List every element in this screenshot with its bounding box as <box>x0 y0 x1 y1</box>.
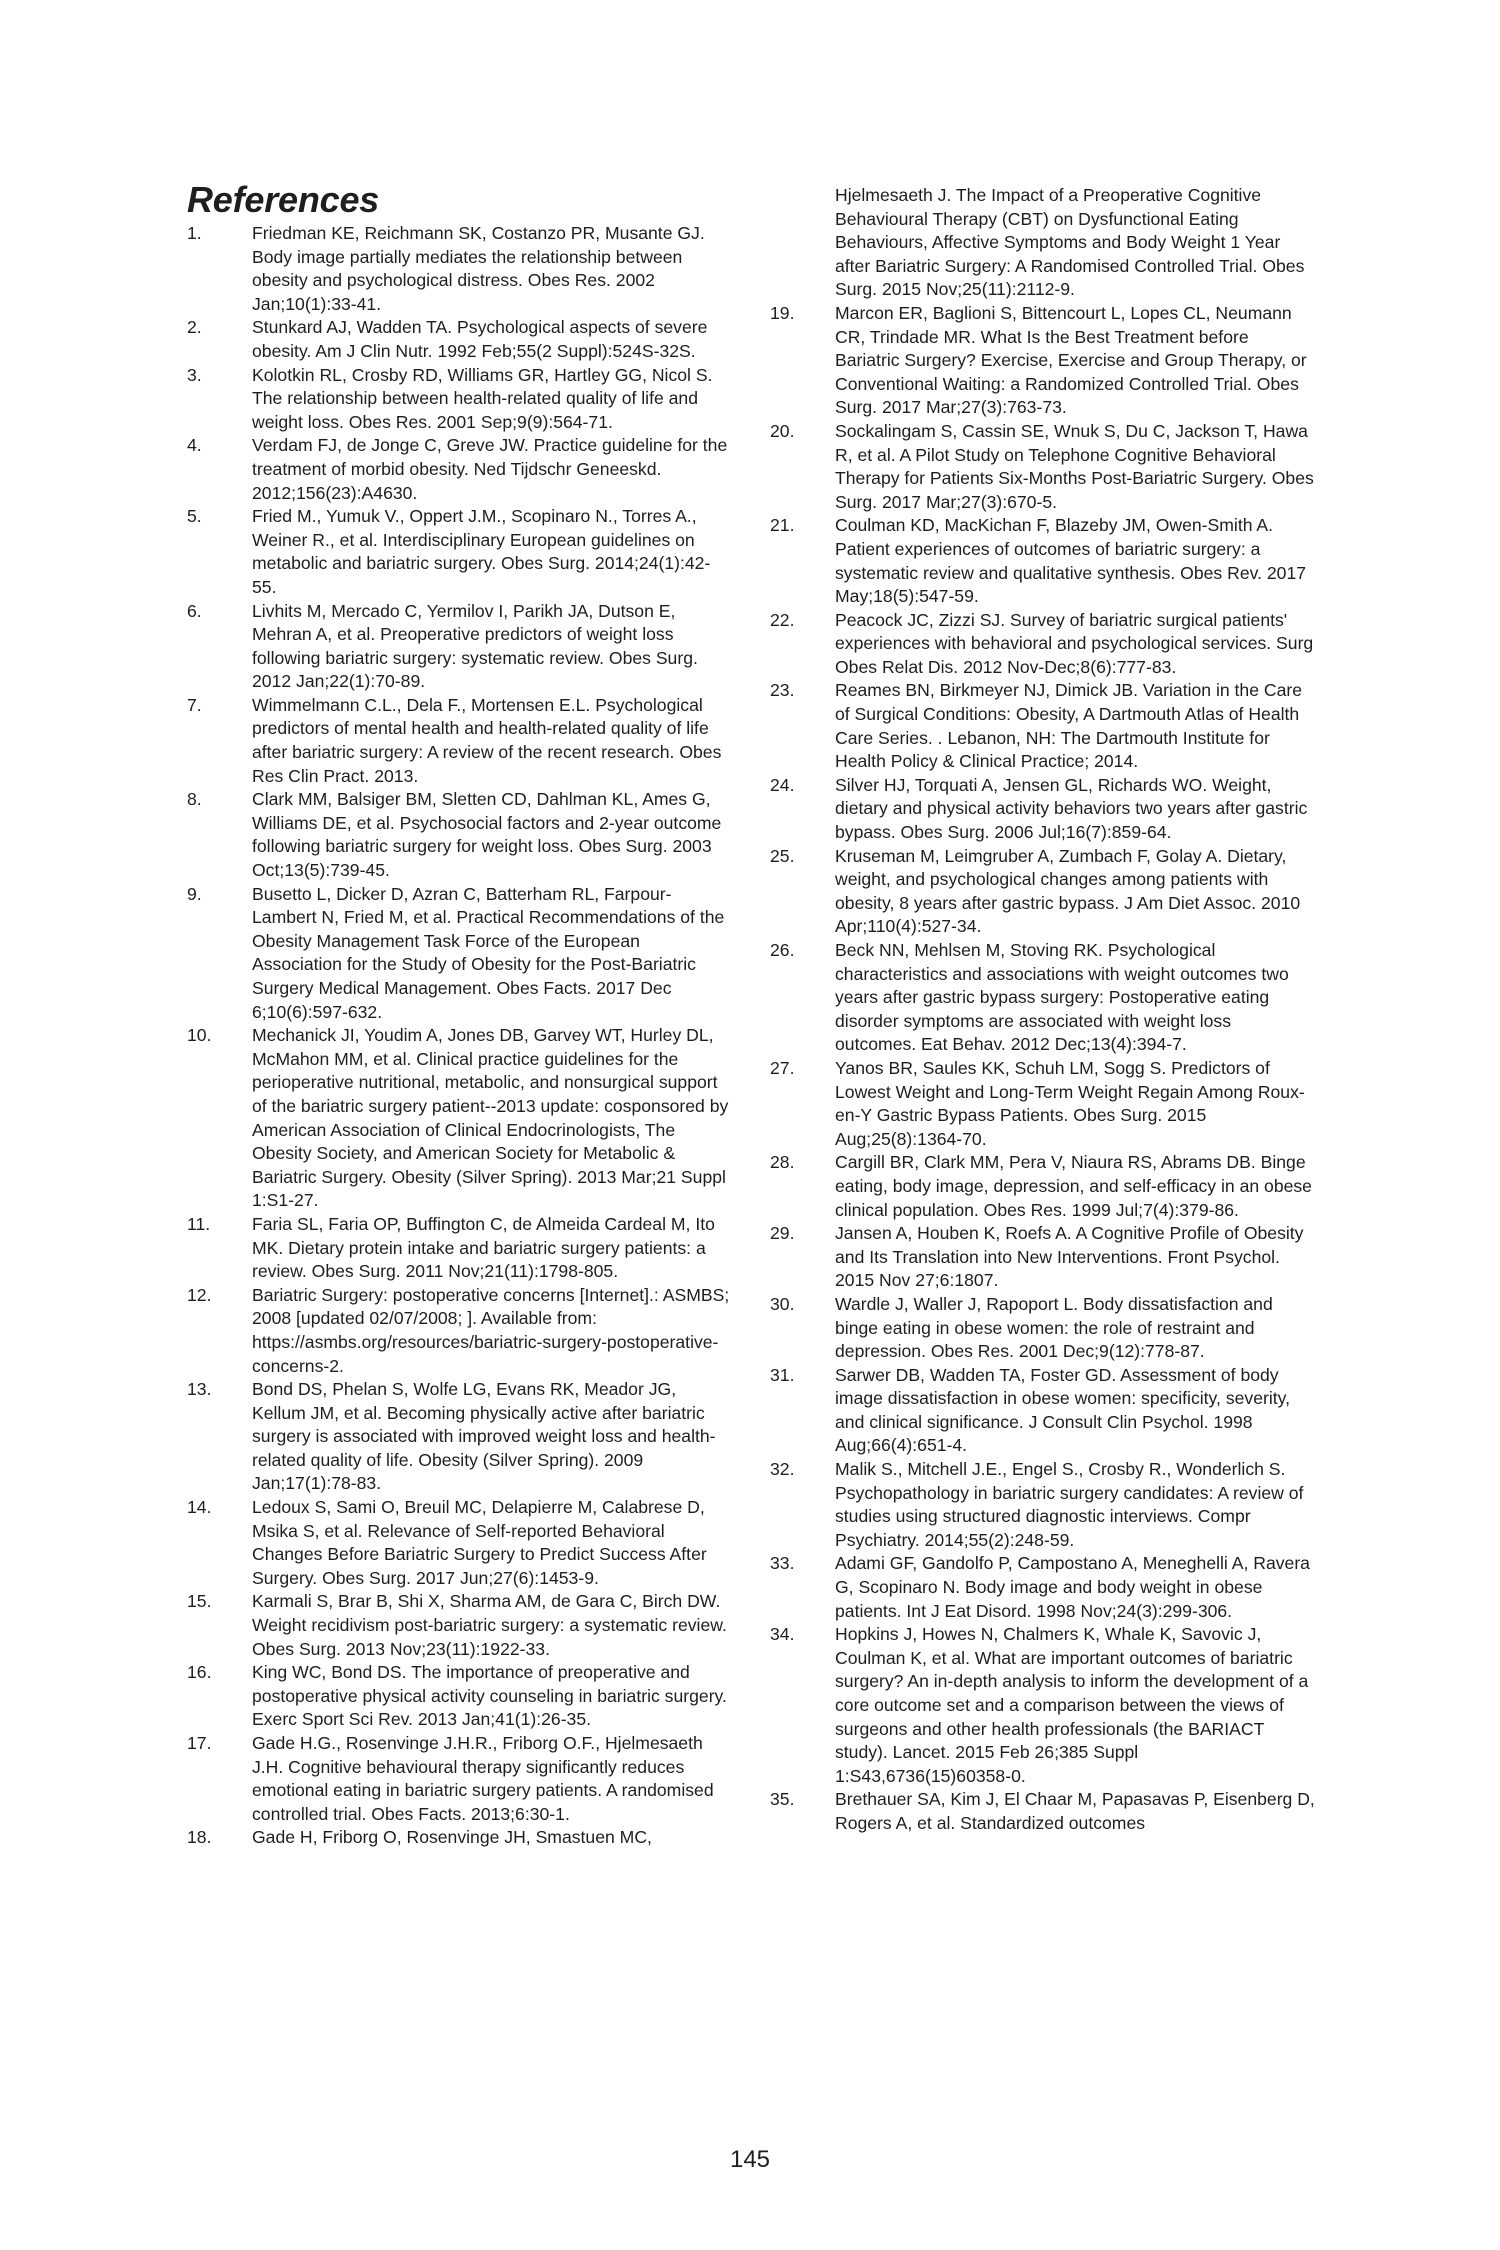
reference-item <box>770 302 1315 420</box>
reference-number: 25. <box>770 845 795 866</box>
reference-number: 6. <box>187 600 202 621</box>
reference-item <box>187 1378 732 1496</box>
reference-number: 31. <box>770 1364 795 1385</box>
reference-text: Yanos BR, Saules KK, Schuh LM, Sogg S. Predictors of Lowest Weight and Long-Term Weight Regain Among Roux-en-Y Gastric Bypass Patients. Obes Surg. 2015 Aug;25(8):1364-70. <box>835 1057 1305 1149</box>
reference-text: Bariatric Surgery: postoperative concerns [Internet].: ASMBS; 2008 [updated 02/07/2008; ]. Available from: https://asmbs.org/resources/bariatric-surgery-postoperative-concerns-2. <box>252 1284 730 1376</box>
reference-number: 3. <box>187 364 202 385</box>
reference-continuation: Hjelmesaeth J. The Impact of a Preoperative Cognitive Behavioural Therapy (CBT) on Dysfunctional Eating Behaviours, Affective Symptoms and Body Weight 1 Year after Bariatric Surgery: A Randomised Controlled Trial. Obes Surg. 2015 Nov;25(11):2112-9. <box>835 185 1305 300</box>
reference-number: 2. <box>187 317 202 338</box>
reference-number: 8. <box>187 789 202 810</box>
reference-text: Kruseman M, Leimgruber A, Zumbach F, Golay A. Dietary, weight, and psychological changes among patients with obesity, 8 years after gastric bypass. J Am Diet Assoc. 2010 Apr;110(4):527-34. <box>835 845 1301 937</box>
reference-item <box>770 939 1315 1057</box>
reference-text: Brethauer SA, Kim J, El Chaar M, Papasavas P, Eisenberg D, Rogers A, et al. Standardized outcomes <box>835 1789 1315 1833</box>
reference-item <box>770 514 1315 608</box>
reference-item <box>770 420 1315 514</box>
reference-text: Kolotkin RL, Crosby RD, Williams GR, Hartley GG, Nicol S. The relationship between health-related quality of life and weight loss. Obes Res. 2001 Sep;9(9):564-71. <box>252 364 713 432</box>
reference-text: Adami GF, Gandolfo P, Campostano A, Meneghelli A, Ravera G, Scopinaro N. Body image and body weight in obese patients. Int J Eat Disord. 1998 Nov;24(3):299-306. <box>835 1553 1310 1621</box>
reference-text: Bond DS, Phelan S, Wolfe LG, Evans RK, Meador JG, Kellum JM, et al. Becoming physically active after bariatric surgery is associated with improved weight loss and health-related quality of life. Obesity (Silver Spring). 2009 Jan;17(1):78-83. <box>252 1379 716 1494</box>
reference-item <box>770 1151 1315 1222</box>
reference-item <box>187 364 732 435</box>
reference-text: Peacock JC, Zizzi SJ. Survey of bariatric surgical patients' experiences with behavioral and psychological services. Surg Obes Relat Dis. 2012 Nov-Dec;8(6):777-83. <box>835 609 1314 677</box>
reference-number: 15. <box>187 1591 212 1612</box>
reference-text: Friedman KE, Reichmann SK, Costanzo PR, Musante GJ. Body image partially mediates the relationship between obesity and psychological distress. Obes Res. 2002 Jan;10(1):33-41. <box>252 223 705 314</box>
reference-number: 23. <box>770 680 795 701</box>
reference-text: Livhits M, Mercado C, Yermilov I, Parikh JA, Dutson E, Mehran A, et al. Preoperative predictors of weight loss following bariatric surgery: systematic review. Obes Surg. 2012 Jan;22(1):70-89. <box>252 600 698 692</box>
reference-item <box>770 774 1315 845</box>
reference-item <box>770 1364 1315 1458</box>
reference-item <box>187 1661 732 1732</box>
reference-item <box>770 1552 1315 1623</box>
reference-text: Coulman KD, MacKichan F, Blazeby JM, Owen-Smith A. Patient experiences of outcomes of bariatric surgery: a systematic review and qualitative synthesis. Obes Rev. 2017 May;18(5):547-59. <box>835 515 1307 607</box>
page-number: 145 <box>729 2146 771 2173</box>
reference-text: Fried M., Yumuk V., Oppert J.M., Scopinaro N., Torres A., Weiner R., et al. Interdisciplinary European guidelines on metabolic and bariatric surgery. Obes Surg. 2014;24(1):42-55. <box>252 506 711 597</box>
reference-item <box>770 1788 1315 1835</box>
reference-number: 22. <box>770 609 795 630</box>
reference-item <box>187 1213 732 1284</box>
reference-text: Clark MM, Balsiger BM, Sletten CD, Dahlman KL, Ames G, Williams DE, et al. Psychosocial factors and 2-year outcome following bariatric surgery for weight loss. Obes Surg. 2003 Oct;13(5):739-45. <box>252 789 722 881</box>
reference-number: 29. <box>770 1223 795 1244</box>
reference-item <box>187 505 732 599</box>
reference-item <box>187 694 732 788</box>
reference-text: Gade H.G., Rosenvinge J.H.R., Friborg O.F., Hjelmesaeth J.H. Cognitive behavioural therapy significantly reduces emotional eating in bariatric surgery patients. A randomised controlled trial. Obes Facts. 2013;6:30-1. <box>252 1733 714 1824</box>
reference-item <box>187 434 732 505</box>
reference-item <box>770 679 1315 773</box>
reference-text: Silver HJ, Torquati A, Jensen GL, Richards WO. Weight, dietary and physical activity behaviors two years after gastric bypass. Obes Surg. 2006 Jul;16(7):859-64. <box>835 774 1308 843</box>
reference-text: King WC, Bond DS. The importance of preoperative and postoperative physical activity counseling in bariatric surgery. Exerc Sport Sci Rev. 2013 Jan;41(1):26-35. <box>252 1662 727 1730</box>
reference-text: Karmali S, Brar B, Shi X, Sharma AM, de Gara C, Birch DW. Weight recidivism post-bariatric surgery: a systematic review. Obes Surg. 2013 Nov;23(11):1922-33. <box>252 1591 727 1659</box>
reference-item <box>770 609 1315 680</box>
reference-number: 34. <box>770 1624 795 1645</box>
reference-text: Faria SL, Faria OP, Buffington C, de Almeida Cardeal M, Ito MK. Dietary protein intake and bariatric surgery patients: a review. Obes Surg. 2011 Nov;21(11):1798-805. <box>252 1213 715 1282</box>
reference-text: Mechanick JI, Youdim A, Jones DB, Garvey WT, Hurley DL, McMahon MM, et al. Clinical practice guidelines for the perioperative nutritional, metabolic, and nonsurgical support of the bariatric surgery patient--2013 update: cosponsored by American Association of Clinical Endocrinologists, The Obesity Society, and American Society for Metabolic & Bariatric Surgery. Obesity (Silver Spring). 2013 Mar;21 Suppl 1:S1-27. <box>252 1025 729 1211</box>
reference-number: 19. <box>770 302 795 323</box>
reference-number: 21. <box>770 515 795 536</box>
reference-item <box>187 788 732 882</box>
reference-number: 27. <box>770 1057 795 1078</box>
reference-text: Hopkins J, Howes N, Chalmers K, Whale K, Savovic J, Coulman K, et al. What are important outcomes of bariatric surgery? An in-depth analysis to inform the development of a core outcome set and a comparison between the views of surgeons and other health professionals (the BARIACT study). Lancet. 2015 Feb 26;385 Suppl 1:S43,6736(15)60358-0. <box>835 1624 1309 1786</box>
reference-text: Busetto L, Dicker D, Azran C, Batterham RL, Farpour-Lambert N, Fried M, et al. Practical Recommendations of the Obesity Management Task Force of the European Association for the Study of Obesity for the Post-Bariatric Surgery Medical Management. Obes Facts. 2017 Dec 6;10(6):597-632. <box>252 883 725 1022</box>
page-title: References <box>187 179 380 220</box>
reference-text: Ledoux S, Sami O, Breuil MC, Delapierre M, Calabrese D, Msika S, et al. Relevance of Self-reported Behavioral Changes Before Bariatric Surgery to Predict Success After Surgery. Obes Surg. 2017 Jun;27(6):1453-9. <box>252 1497 707 1588</box>
reference-item <box>187 1284 732 1378</box>
reference-text: Marcon ER, Baglioni S, Bittencourt L, Lopes CL, Neumann CR, Trindade MR. What Is the Best Treatment before Bariatric Surgery? Exercise, Exercise and Group Therapy, or Conventional Waiting: a Randomized Controlled Trial. Obes Surg. 2017 Mar;27(3):763-73. <box>835 302 1307 418</box>
reference-item <box>770 1623 1315 1788</box>
reference-text: Wimmelmann C.L., Dela F., Mortensen E.L. Psychological predictors of mental health and health-related quality of life after bariatric surgery: A review of the recent research. Obes Res Clin Pract. 2013. <box>252 694 722 786</box>
reference-item <box>770 1458 1315 1552</box>
reference-item <box>187 1590 732 1661</box>
reference-text: Sockalingam S, Cassin SE, Wnuk S, Du C, Jackson T, Hawa R, et al. A Pilot Study on Telephone Cognitive Behavioral Therapy for Patients Six-Months Post-Bariatric Surgery. Obes Surg. 2017 Mar;27(3):670-5. <box>835 420 1314 512</box>
reference-number: 5. <box>187 506 202 527</box>
reference-number: 35. <box>770 1789 795 1810</box>
reference-item <box>187 222 732 316</box>
reference-number: 10. <box>187 1025 212 1046</box>
reference-number: 14. <box>187 1497 212 1518</box>
reference-text: Wardle J, Waller J, Rapoport L. Body dissatisfaction and binge eating in obese women: the role of restraint and depression. Obes Res. 2001 Dec;9(12):778-87. <box>835 1293 1273 1362</box>
reference-number: 30. <box>770 1293 795 1314</box>
reference-number: 1. <box>187 223 202 243</box>
reference-number: 4. <box>187 435 202 456</box>
reference-number: 28. <box>770 1152 795 1173</box>
reference-text: Beck NN, Mehlsen M, Stoving RK. Psychological characteristics and associations with weight outcomes two years after gastric bypass surgery: Postoperative eating disorder symptoms are associated with weight loss outcomes. Eat Behav. 2012 Dec;13(4):394-7. <box>835 940 1289 1055</box>
reference-number: 20. <box>770 420 795 441</box>
reference-text: Cargill BR, Clark MM, Pera V, Niaura RS, Abrams DB. Binge eating, body image, depression, and self-efficacy in an obese clinical population. Obes Res. 1999 Jul;7(4):379-86. <box>835 1152 1312 1220</box>
reference-number: 17. <box>187 1733 212 1753</box>
reference-number: 12. <box>187 1284 212 1305</box>
reference-number: 11. <box>187 1213 211 1234</box>
reference-item <box>187 316 732 363</box>
reference-number: 24. <box>770 774 795 795</box>
reference-item <box>187 1732 732 1826</box>
reference-text: Reames BN, Birkmeyer NJ, Dimick JB. Variation in the Care of Surgical Conditions: Obesity, A Dartmouth Atlas of Health Care Series. . Lebanon, NH: The Dartmouth Institute for Health Policy & Clinical Practice; 2014. <box>835 680 1303 772</box>
reference-number: 33. <box>770 1553 795 1574</box>
reference-text: Malik S., Mitchell J.E., Engel S., Crosby R., Wonderlich S. Psychopathology in bariatric surgery candidates: A review of studies using structured diagnostic interviews. Compr Psychiatry. 2014;55(2):248-59. <box>835 1459 1304 1550</box>
reference-text: Sarwer DB, Wadden TA, Foster GD. Assessment of body image dissatisfaction in obese women: specificity, severity, and clinical significance. J Consult Clin Psychol. 1998 Aug;66(4):651-4. <box>835 1364 1291 1456</box>
reference-item <box>187 600 732 694</box>
reference-text: Jansen A, Houben K, Roefs A. A Cognitive Profile of Obesity and Its Translation into New Interventions. Front Psychol. 2015 Nov 27;6:1807. <box>835 1223 1304 1291</box>
reference-number: 13. <box>187 1379 212 1400</box>
reference-number: 7. <box>187 694 202 715</box>
reference-number: 16. <box>187 1662 212 1683</box>
references-right-column <box>770 184 1315 1836</box>
reference-item <box>187 1024 732 1213</box>
reference-item <box>187 1826 732 1850</box>
reference-number: 9. <box>187 883 202 904</box>
reference-text: Stunkard AJ, Wadden TA. Psychological aspects of severe obesity. Am J Clin Nutr. 1992 Feb;55(2 Suppl):524S-32S. <box>252 317 708 361</box>
reference-number: 26. <box>770 940 795 960</box>
reference-number: 32. <box>770 1459 795 1480</box>
reference-item <box>770 1293 1315 1364</box>
reference-item <box>770 845 1315 939</box>
reference-item <box>187 883 732 1025</box>
references-left-column <box>187 222 732 1850</box>
reference-number: 18. <box>187 1827 212 1848</box>
reference-text: Verdam FJ, de Jonge C, Greve JW. Practice guideline for the treatment of morbid obesity. Ned Tijdschr Geneeskd. 2012;156(23):A4630. <box>252 435 728 503</box>
reference-text: Gade H, Friborg O, Rosenvinge JH, Smastuen MC, <box>252 1827 652 1848</box>
reference-item <box>770 1222 1315 1293</box>
reference-item <box>187 1496 732 1590</box>
reference-item <box>770 1057 1315 1151</box>
